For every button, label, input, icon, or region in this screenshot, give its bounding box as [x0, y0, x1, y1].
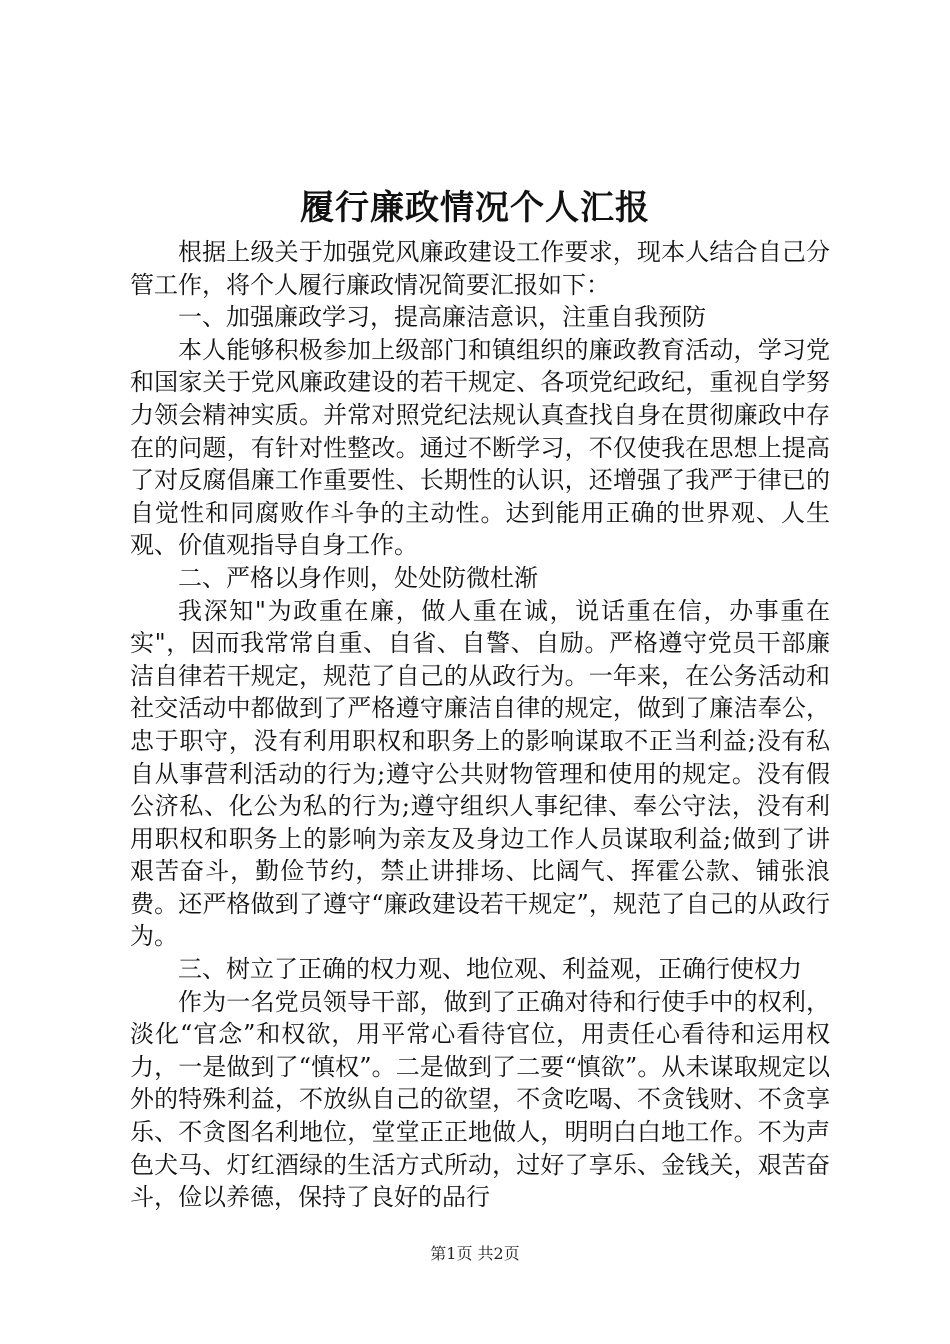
page-indicator: 第1页 共2页 [430, 1244, 520, 1263]
section-paragraph-2: 我深知"为政重在廉，做人重在诚，说话重在信，办事重在实"，因而我常常自重、自省、自警、自励。严格遵守党员干部廉洁自律若干规定，规范了自己的从政行为。一年来，在公务活动和社交活动中都做到了严格遵守廉洁自律的规定，做到了廉洁奉公，忠于职守，没有利用职权和职务上的影响谋取不正当利益;没有私自从事营利活动的行为;遵守公共财物管理和使用的规定。没有假公济私、化公为私的行为;遵守组织人事纪律、奉公守法，没有利用职权和职务上的影响为亲友及身边工作人员谋取利益;做到了讲艰苦奋斗，勤俭节约，禁止讲排场、比阔气、挥霍公款、铺张浪费。还严格做到了遵守“廉政建设若干规定”，规范了自己的从政行为。 [130, 596, 830, 951]
document-title: 履行廉政情况个人汇报 [300, 188, 650, 228]
document-body [130, 236, 830, 1214]
section-paragraph-3: 作为一名党员领导干部，做到了正确对待和行使手中的权利，淡化“官念”和权欲，用平常心看待官位，用责任心看待和运用权力，一是做到了“慎权”。二是做到了二要“慎欲”。从未谋取规定以外的特殊利益，不放纵自己的欲望，不贪吃喝、不贪钱财、不贪享乐、不贪图名利地位，堂堂正正地做人，明明白白地工作。不为声色犬马、灯红酒绿的生活方式所动，过好了享乐、金钱关，艰苦奋斗，俭以养德，保持了良好的品行 [130, 987, 830, 1212]
intro-paragraph: 根据上级关于加强党风廉政建设工作要求，现本人结合自己分管工作，将个人履行廉政情况简要汇报如下： [130, 238, 830, 299]
section-heading-3: 三、树立了正确的权力观、地位观、利益观，正确行使权力 [178, 955, 802, 984]
section-heading-2: 二、严格以身作则，处处防微杜渐 [178, 563, 538, 592]
section-paragraph-1: 本人能够积极参加上级部门和镇组织的廉政教育活动，学习党和国家关于党风廉政建设的若干规定、各项党纪政纪，重视自学努力领会精神实质。并常对照党纪法规认真查找自身在贯彻廉政中存在的问题，有针对性整改。通过不断学习，不仅使我在思想上提高了对反腐倡廉工作重要性、长期性的认识，还增强了我严于律已的自觉性和同腐败作斗争的主动性。达到能用正确的世界观、人生观、价值观指导自身工作。 [130, 335, 830, 560]
section-heading-1: 一、加强廉政学习，提高廉洁意识，注重自我预防 [178, 303, 706, 332]
